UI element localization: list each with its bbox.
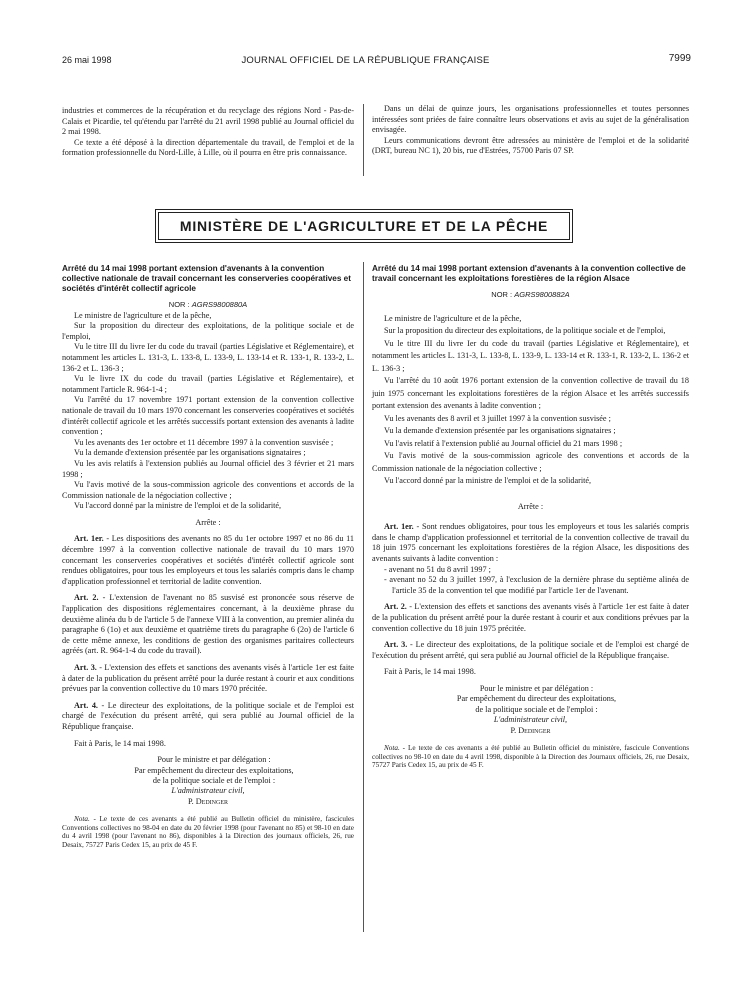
article: Art. 1er. - Sont rendues obligatoires, pour tous les employeurs et tous les salariés compris dans le champ d'application professionnel et territorial de la convention collective de travail du 18 juin 1975 concernant les exploitations forestières de la région Alsace, les dispositions des avenants suivants à ladite convention : [372,522,689,563]
nota-note: Nota. - Le texte de ces avenants a été publié au Bulletin officiel du ministère, fascicule Conventions collectives no 98-10 en date du 4 avril 1998, disponible à la Direction des Journaux officiels, 26, rue Desaix, 75727 Paris Cedex 15, au prix de 45 F. [372,743,689,770]
arrete-heading: Arrête : [517,501,544,511]
article: Art. 2. - L'extension des effets et sanctions des avenants visés à l'article 1er est faite à dater de la publication du présent arrêté pour la durée restant à courir et aux conditions prévues par la convention collective du 18 juin 1975 précitée. [372,602,689,633]
signature-block [62,755,354,807]
header-date: 26 mai 1998 [62,55,112,65]
nota-note: Nota. - Le texte de ces avenants a été publié au Bulletin officiel du ministère, fascicules Conventions collectives no 98-04 en date du 20 février 1998 (pour l'avenant no 85) et 98-10 en date du 4 avril 1998 (pour l'avenant no 86), disponibles à la Direction des journaux officiels, 26, rue Desaix, 75727 Paris Cedex 15, au prix de 45 F. [62,815,354,849]
signature-line: de la politique sociale et de l'emploi : [475,704,598,714]
visa-line: Vu la demande d'extension présentée par les organisations signataires ; [384,426,616,436]
signature-block [372,684,689,736]
signature-line: de la politique sociale et de l'emploi : [152,775,276,785]
paragraph: Leurs communications devront être adressées au ministère de l'emploi et de la solidarité (DRT, bureau NC 1), 20 bis, rue d'Estrées, 75700 Paris 07 SP. [372,135,689,156]
article: Art. 4. - Le directeur des exploitations, de la politique sociale et de l'emploi est chargé de l'exécution du présent arrêté, qui sera publié au Journal officiel de la République française. [62,700,354,731]
article-title: Arrêté du 14 mai 1998 portant extension d'avenants à la convention collective nationale de travail concernant les conserveries coopératives et sociétés d'intérêt collectif agricole [62,264,351,293]
right-article [372,264,689,770]
article-title: Arrêté du 14 mai 1998 portant extension d'avenants à la convention collective de travail concernant les exploitations forestières de la région Alsace [372,264,686,283]
article: Art. 3. - Le directeur des exploitations, de la politique sociale et de l'emploi est chargé de l'exécution du présent arrêté, qui sera publié au Journal officiel de la République française. [372,640,689,660]
visa-line: Vu les avenants des 1er octobre et 11 décembre 1997 à la convention susvisée ; [74,437,334,447]
visa-line: Vu l'accord donné par la ministre de l'emploi et de la solidarité, [384,476,592,486]
column-divider [363,104,364,176]
ministry-title: MINISTÈRE DE L'AGRICULTURE ET DE LA PÊCHE [179,218,549,234]
visa-line: Le ministre de l'agriculture et de la pêche, [74,310,212,320]
signature-line: L'administrateur civil, [493,715,568,725]
journal-title: JOURNAL OFFICIEL DE LA RÉPUBLIQUE FRANÇAISE [241,55,490,66]
visa-line: Vu le livre IX du code du travail (parties Législative et Réglementaire), et notamment l'article R. 964-1-4 ; [62,374,354,394]
visas-list [372,313,689,488]
articles-list [62,534,354,732]
left-article [62,264,354,850]
signature-line: P. Dedinger [188,796,228,806]
visas-list [62,311,354,512]
visa-line: Vu l'avis motivé de la sous-commission agricole des conventions et accords de la Commission nationale de la négociation collective ; [62,480,354,500]
article: Art. 3. - L'extension des effets et sanctions des avenants visés à l'article 1er est faite à dater de la publication du présent arrêté pour la durée restant à courir et aux conditions prévues par la convention collective du 10 mars 1970 précitée. [62,663,354,694]
visa-line: Vu la demande d'extension présentée par les organisations signataires ; [74,448,306,458]
signature-line: Pour le ministre et par délégation : [479,683,594,693]
page-header [0,55,731,71]
visa-line: Vu les avis relatifs à l'extension publiés au Journal officiel des 3 février et 21 mars 1998 ; [62,458,354,479]
top-left-text [62,106,354,159]
signature-line: Par empêchement du directeur des exploitations, [134,765,294,775]
paragraph: Dans un délai de quinze jours, les organisations professionnelles et toutes personnes intéressées sont priées de faire connaître leurs observations et avis au sujet de la généralisation envisagée. [372,104,689,135]
visa-line: Vu le titre III du livre Ier du code du travail (parties Législative et Réglementaire), et notamment les articles L. 131-3, L. 133-8, L. 133-9, L. 133-14 et R. 133-1, R. 133-2, L. 136-2 et L. 136-3 ; [62,342,354,373]
article: Art. 2. - L'extension de l'avenant no 85 susvisé est prononcée sous réserve de l'application des dispositions réglementaires concernant, à la deuxième phrase du deuxième alinéa du b de l'article 5 de l'annexe VIII à la convention, au premier alinéa du paragraphe 6 (1o) et aux deuxième et quatrième tirets du paragraphe 6 (2o) de l'article 6 de cette même annexe, les conditions de gestion des organismes paritaires collecteurs agréés (art. R. 964-1-4 du code du travail). [62,593,354,656]
visa-line: Sur la proposition du directeur des exploitations, de la politique sociale et de l'emploi, [62,321,354,341]
visa-line: Vu les avenants des 8 avril et 3 juillet 1997 à la convention susvisée ; [384,413,611,423]
visa-line: Vu l'arrêté du 17 novembre 1971 portant extension de la convention collective nationale de travail du 10 mars 1970 concernant les conserveries coopératives et sociétés d'intérêt collectif agricole et les arrêtés successifs portant extension des avenants à ladite convention ; [62,395,354,437]
signature-line: L'administrateur civil, [171,786,245,796]
done-at: Fait à Paris, le 14 mai 1998. [384,667,476,677]
signature-line: P. Dedinger [510,725,551,735]
signature-line: Par empêchement du directeur des exploitations, [456,694,617,704]
nor-reference: NOR : AGRS9800882A [491,290,570,299]
page-number: 7999 [668,53,691,64]
avenant-item: - avenant no 51 du 8 avril 1997 ; [384,564,491,574]
ministry-heading [158,212,570,240]
visa-line: Vu l'avis motivé de la sous-commission agricole des conventions et accords de la Commission nationale de la négociation collective ; [372,451,689,473]
visa-line: Vu l'accord donné par la ministre de l'emploi et de la solidarité, [74,501,282,511]
avenant-item: - avenant no 52 du 3 juillet 1997, à l'exclusion de la dernière phrase du septième alinéa de l'article 35 de la convention tel que modifié par l'article 1er de l'avenant. [384,575,689,595]
done-at: Fait à Paris, le 14 mai 1998. [74,738,166,748]
paragraph: Ce texte a été déposé à la direction départementale du travail, de l'emploi et de la formation professionnelle du Nord-Lille, à Lille, où il pourra en être pris connaissance. [62,137,354,158]
visa-line: Sur la proposition du directeur des exploitations, de la politique sociale et de l'emploi, [384,326,666,336]
nor-reference: NOR : AGRS9800880A [168,300,248,309]
top-right-text [372,104,689,157]
avenants-list [372,565,689,597]
arrete-heading: Arrête : [195,517,221,527]
column-divider [363,262,364,932]
visa-line: Vu l'arrêté du 10 août 1976 portant extension de la convention collective de travail du 18 juin 1975 concernant les exploitations forestières de la région Alsace et les arrêtés successifs portant extension des avenants à ladite convention ; [372,376,689,411]
visa-line: Vu l'avis relatif à l'extension publié au Journal officiel du 21 mars 1998 ; [384,438,623,448]
visa-line: Vu le titre III du livre Ier du code du travail (parties Législative et Réglementaire), et notamment les articles L. 131-3, L. 133-8, L. 133-9, L. 133-14 et R. 133-1, R. 133-2, L. 136-2 et L. 136-3 ; [372,338,689,373]
visa-line: Le ministre de l'agriculture et de la pêche, [384,313,522,323]
articles-list [372,602,689,661]
article: Art. 1er. - Les dispositions des avenants no 85 du 1er octobre 1997 et no 86 du 11 décembre 1997 à la convention collective nationale de travail du 10 mars 1970 concernant les conserveries coopératives et sociétés d'intérêt collectif agricole sont rendues obligatoires, pour tous les employeurs et tous les salariés compris dans le champ d'application professionnel et territorial de ladite convention. [62,534,354,586]
paragraph: industries et commerces de la récupération et du recyclage des régions Nord - Pas-de-Calais et Picardie, tel qu'étendu par l'arrêté du 21 avril 1998 publié au Journal officiel du 2 mai 1998. [62,106,354,137]
signature-line: Pour le ministre et par délégation : [157,755,271,765]
